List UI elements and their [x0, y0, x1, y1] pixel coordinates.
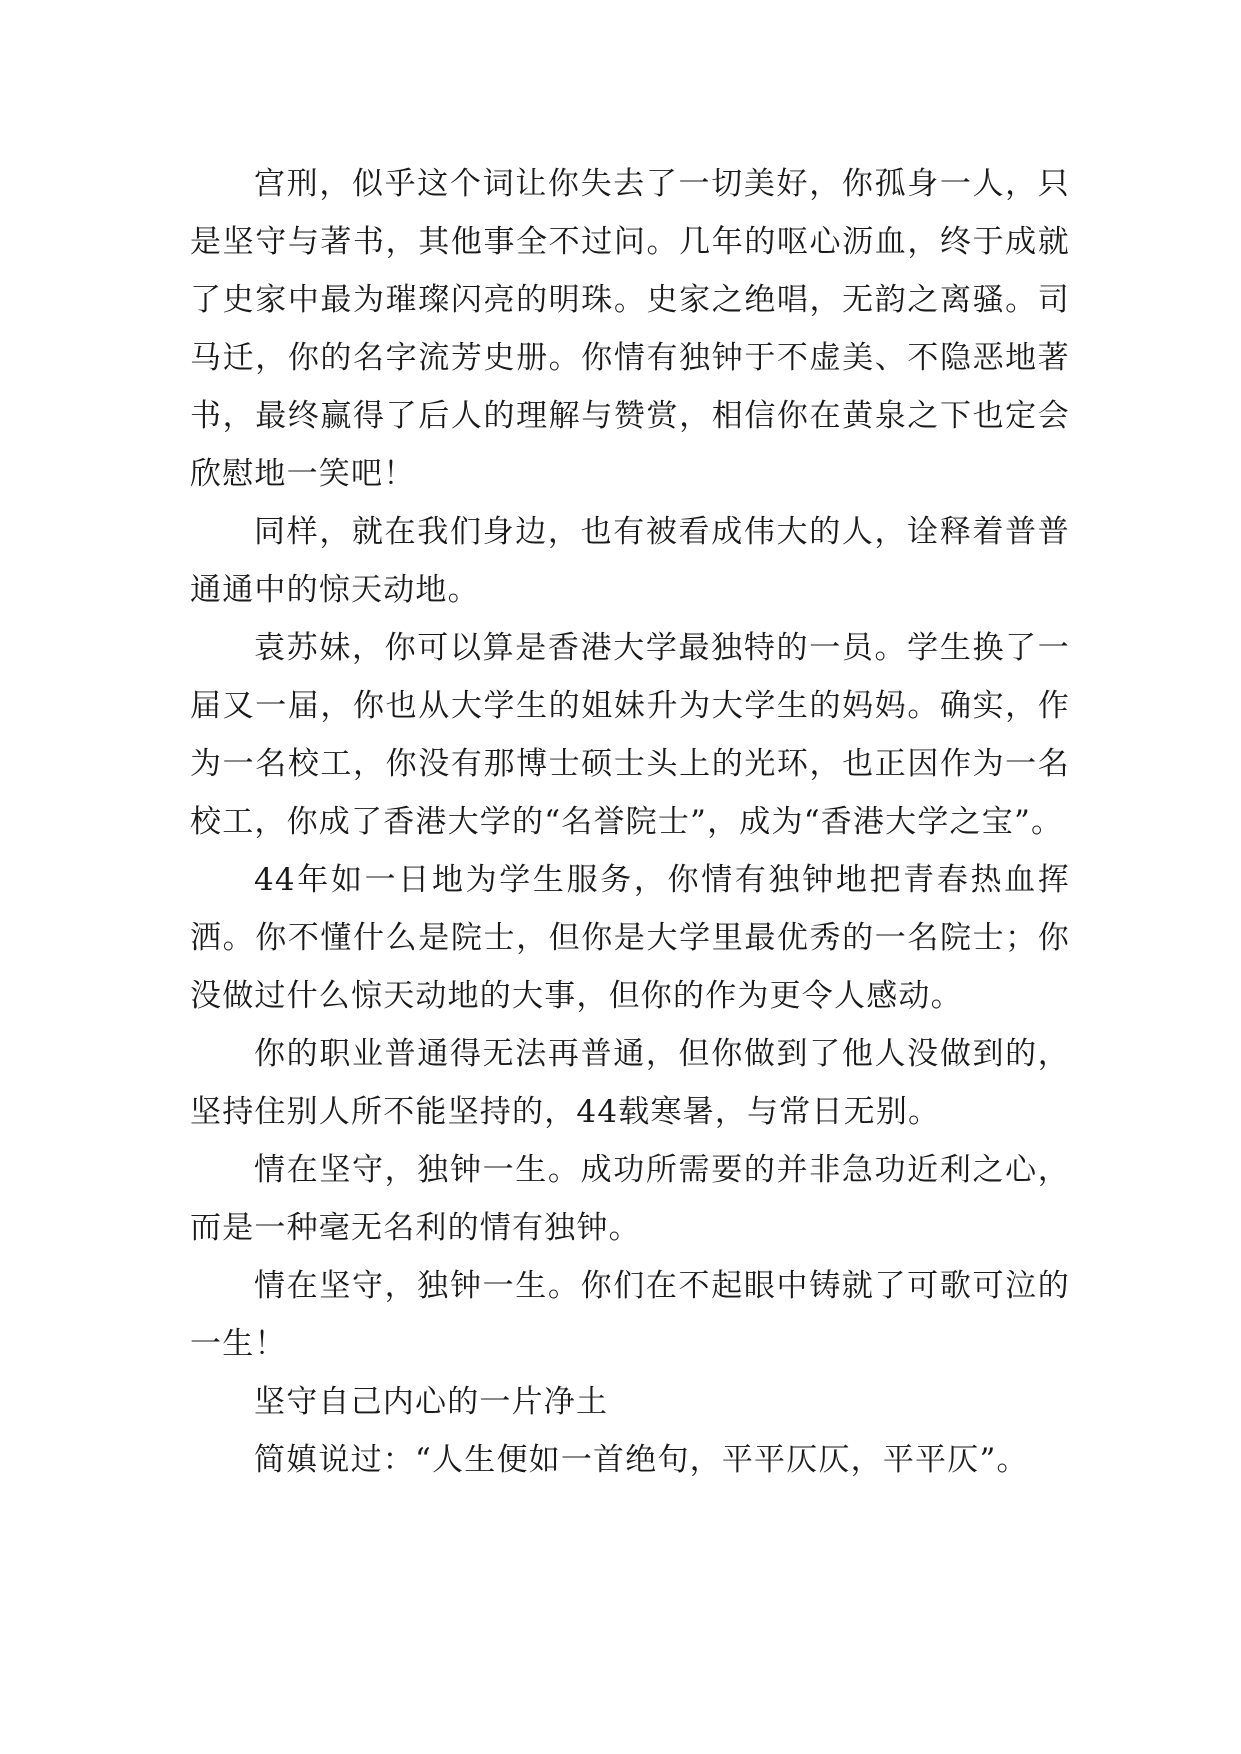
paragraph: 情在坚守，独钟一生。成功所需要的并非急功近利之心，而是一种毫无名利的情有独钟。 — [190, 1152, 1070, 1246]
document-body — [190, 155, 1070, 1489]
paragraph: 44年如一日地为学生服务，你情有独钟地把青春热血挥洒。你不懂什么是院士，但你是大学里最优秀的一名院士；你没做过什么惊天动地的大事，但你的作为更令人感动。 — [190, 862, 1070, 1014]
paragraph: 情在坚守，独钟一生。你们在不起眼中铸就了可歌可泣的一生！ — [190, 1268, 1070, 1362]
paragraph: 简嫃说过：“人生便如一首绝句，平平仄仄，平平仄”。 — [254, 1442, 1029, 1478]
paragraph: 你的职业普通得无法再普通，但你做到了他人没做到的，坚持住别人所不能坚持的，44载寒暑，与常日无别。 — [190, 1036, 1070, 1130]
paragraph: 同样，就在我们身边，也有被看成伟大的人，诠释着普普通通中的惊天动地。 — [190, 514, 1070, 608]
paragraph: 宫刑，似乎这个词让你失去了一切美好，你孤身一人，只是坚守与著书，其他事全不过问。几年的呕心沥血，终于成就了史家中最为璀璨闪亮的明珠。史家之绝唱，无韵之离骚。司马迁，你的名字流芳史册。你情有独钟于不虚美、不隐恶地著书，最终赢得了后人的理解与赞赏，相信你在黄泉之下也定会欣慰地一笑吧！ — [190, 166, 1070, 492]
section-heading: 坚守自己内心的一片净土 — [254, 1384, 609, 1420]
paragraph: 袁苏妹，你可以算是香港大学最独特的一员。学生换了一届又一届，你也从大学生的姐妹升为大学生的妈妈。确实，作为一名校工，你没有那博士硕士头上的光环，也正因作为一名校工，你成了香港大学的“名誉院士”，成为“香港大学之宝”。 — [190, 630, 1070, 840]
